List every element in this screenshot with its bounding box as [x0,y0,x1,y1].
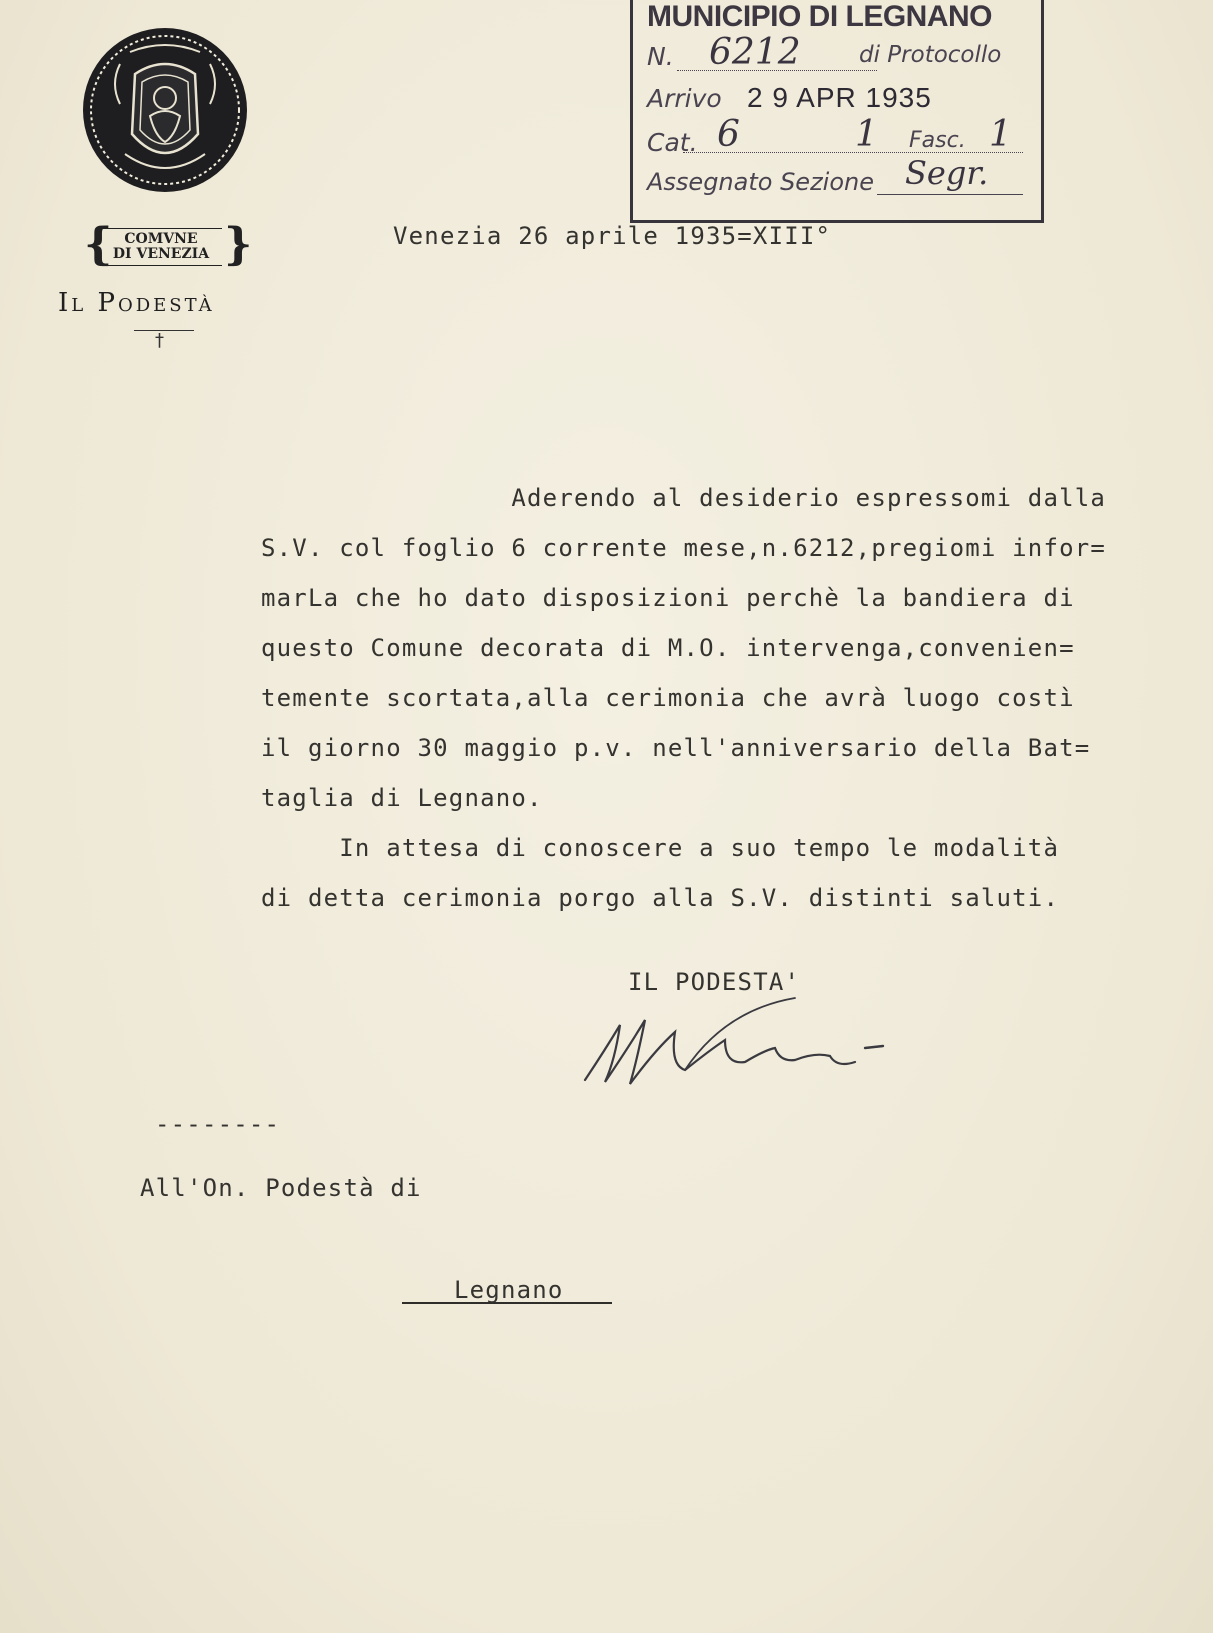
body-line-5: temente scortata,alla cerimonia che avrà luogo costì [261,684,1075,712]
body-line-6: il giorno 30 maggio p.v. nell'anniversario della Bat= [261,734,1091,762]
stamp-cat-label: Cat. [647,128,698,157]
body-line-3: marLa che ho dato disposizioni perchè la bandiera di [261,584,1075,612]
stamp-n-value: 6212 [709,32,801,73]
body-line-7: taglia di Legnano. [261,784,543,812]
body-line-1: Aderendo al desiderio espressomi dalla [261,484,1107,512]
fasces-mark-icon: † [155,330,164,351]
stamp-fasc-label: Fasc. [909,128,966,153]
body-line-2: S.V. col foglio 6 corrente mese,n.6212,pregiomi infor= [261,534,1107,562]
separator-dashes: -------- [155,1110,281,1138]
body-line-9: di detta cerimonia porgo alla S.V. distinti saluti. [261,884,1060,912]
stamp-n-label: N. [647,42,674,71]
stamp-protocollo-label: di Protocollo [859,42,1002,68]
stamp-cat-value: 6 [717,114,740,155]
city-underline [402,1302,612,1304]
di-venezia-label: DI VENEZIA [112,246,210,262]
comune-di-venezia-cartouche [84,219,253,270]
stamp-sezione-label: Assegnato Sezione [647,168,874,196]
stamp-sezione-underline [877,194,1023,195]
body-line-4: questo Comune decorata di M.O. intervenga,convenien= [261,634,1075,662]
stamp-arrivo-label: Arrivo [647,84,722,113]
body-line-8: In attesa di conoscere a suo tempo le modalità [261,834,1060,862]
addressee-line: All'On. Podestà di [140,1174,422,1202]
stamp-class-value: 1 [855,114,878,155]
comune-label: COMVNE [124,231,198,247]
heading-divider [134,330,194,331]
venice-seal-emblem [80,24,250,196]
stamp-sezione-value: Segr. [905,154,989,192]
protocol-stamp [630,0,1044,223]
office-heading: Il Podestà [58,288,215,318]
letter-date: Venezia 26 aprile 1935=XIII° [393,222,832,250]
scroll-ornament-right-icon: } [224,219,253,270]
stamp-arrival-date: 2 9 APR 1935 [747,82,932,113]
stamp-cat-underline [683,152,1023,153]
signature-title: IL PODESTA' [628,968,801,996]
addressee-city: Legnano [454,1276,564,1304]
stamp-title: MUNICIPIO DI LEGNANO [647,0,993,33]
stamp-fasc-value: 1 [989,114,1012,155]
handwritten-signature [575,990,925,1090]
scroll-ornament-left-icon: { [84,219,113,270]
